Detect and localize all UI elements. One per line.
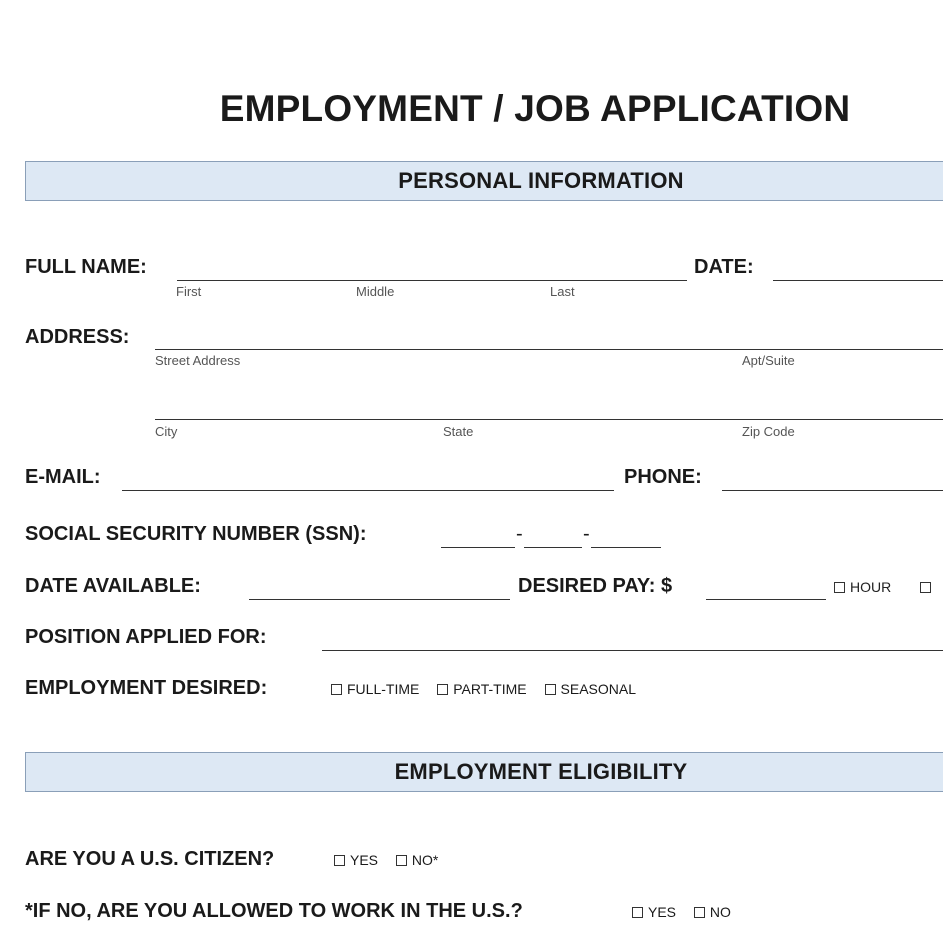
employment-desired-label: EMPLOYMENT DESIRED: [25, 677, 268, 699]
apt-hint: Apt/Suite [742, 353, 795, 368]
checkbox-icon[interactable] [632, 907, 643, 918]
citizen-question: ARE YOU A U.S. CITIZEN? [25, 848, 275, 870]
first-hint: First [176, 284, 202, 299]
employment-options [331, 681, 650, 697]
phone-field[interactable] [722, 490, 943, 491]
last-hint: Last [550, 284, 575, 299]
middle-hint: Middle [356, 284, 395, 299]
option-label: FULL-TIME [347, 681, 420, 697]
checkbox-icon[interactable] [920, 582, 931, 593]
section-title: EMPLOYMENT ELIGIBILITY [394, 759, 688, 784]
date-label: DATE: [694, 256, 754, 278]
allowed-question: *IF NO, ARE YOU ALLOWED TO WORK IN THE U.S.? [25, 900, 523, 922]
state-hint: State [443, 424, 474, 439]
option-label: NO [709, 904, 731, 920]
checkbox-icon[interactable] [437, 684, 448, 695]
ssn-dash: - [583, 523, 590, 545]
ssn-field-2[interactable] [524, 547, 582, 548]
checkbox-icon[interactable] [396, 855, 407, 866]
desired-pay-field[interactable] [706, 599, 826, 600]
date-field[interactable] [773, 280, 943, 281]
ssn-dash: - [516, 523, 523, 545]
option-part-time[interactable] [437, 681, 526, 697]
citizen-options [334, 852, 452, 868]
checkbox-icon[interactable] [545, 684, 556, 695]
ssn-field-1[interactable] [441, 547, 515, 548]
allowed-yes[interactable] [632, 904, 676, 920]
checkbox-icon[interactable] [334, 855, 345, 866]
email-field[interactable] [122, 490, 614, 491]
ssn-field-3[interactable] [591, 547, 661, 548]
section-title: PERSONAL INFORMATION [398, 168, 684, 193]
option-label: NO* [411, 852, 439, 868]
phone-label: PHONE: [624, 466, 702, 488]
date-available-label: DATE AVAILABLE: [25, 575, 201, 597]
option-label: YES [350, 852, 379, 868]
option-label: PART-TIME [453, 681, 527, 697]
option-label: YES [648, 904, 677, 920]
citizen-no[interactable] [396, 852, 438, 868]
checkbox-icon[interactable] [331, 684, 342, 695]
position-field[interactable] [322, 650, 943, 651]
pay-option-hour[interactable] [834, 579, 891, 595]
section-header-eligibility [25, 752, 943, 792]
zip-hint: Zip Code [742, 424, 795, 439]
full-name-field[interactable] [177, 280, 687, 281]
street-field[interactable] [155, 349, 943, 350]
option-full-time[interactable] [331, 681, 419, 697]
allowed-no[interactable] [694, 904, 731, 920]
city-state-zip-field[interactable] [155, 419, 943, 420]
allowed-options [632, 904, 745, 920]
section-header-personal [25, 161, 943, 201]
city-hint: City [155, 424, 178, 439]
email-label: E-MAIL: [25, 466, 101, 488]
street-hint: Street Address [155, 353, 241, 368]
address-label: ADDRESS: [25, 326, 130, 348]
option-label: SEASONAL [560, 681, 636, 697]
form-title: EMPLOYMENT / JOB APPLICATION [219, 88, 851, 129]
ssn-label: SOCIAL SECURITY NUMBER (SSN): [25, 523, 367, 545]
checkbox-icon[interactable] [834, 582, 845, 593]
pay-option-salary[interactable] [920, 579, 936, 595]
checkbox-icon[interactable] [694, 907, 705, 918]
option-seasonal[interactable] [545, 681, 636, 697]
position-label: POSITION APPLIED FOR: [25, 626, 267, 648]
citizen-yes[interactable] [334, 852, 378, 868]
pay-option-label: HOUR [850, 579, 892, 595]
full-name-label: FULL NAME: [25, 256, 147, 278]
date-available-field[interactable] [249, 599, 510, 600]
desired-pay-label: DESIRED PAY: $ [518, 575, 673, 597]
